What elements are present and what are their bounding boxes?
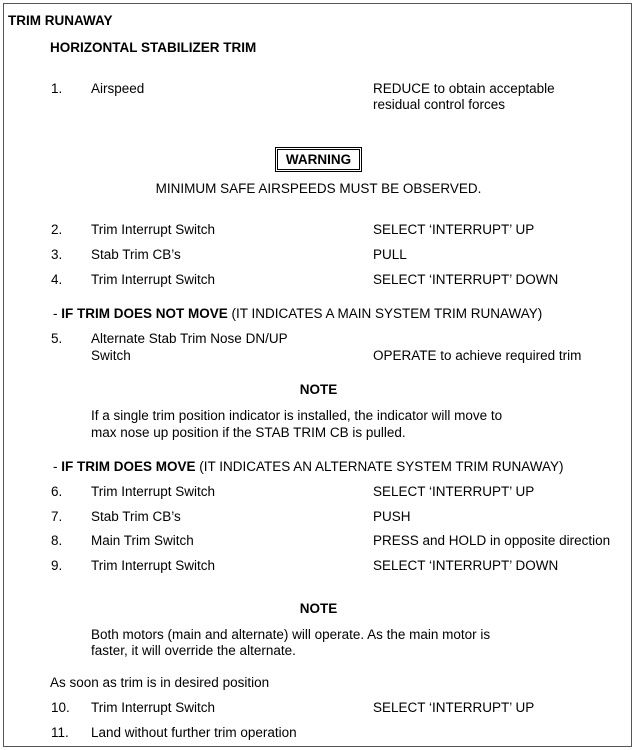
note-text: Both motors (main and alternate) will operate. As the main motor is [91,627,491,642]
step-action: OPERATE to achieve required trim [373,348,582,363]
procedure-page [3,3,632,747]
desired-position-text: As soon as trim is in desired position [50,675,270,690]
condition-heading [53,458,564,475]
step-action: PRESS and HOLD in opposite direction [373,533,611,548]
step-number: 2. [51,222,63,237]
step-item: Main Trim Switch [91,533,194,548]
step-item-cont: Switch [91,348,131,363]
condition-dash: - [53,459,62,474]
step-item: Trim Interrupt Switch [91,272,216,287]
step-number: 7. [51,509,63,524]
step-item: Trim Interrupt Switch [91,484,216,499]
warning-text: MINIMUM SAFE AIRSPEEDS MUST BE OBSERVED. [155,181,482,196]
condition-heading [53,305,542,322]
step-action: PUSH [373,509,411,524]
step-item: Stab Trim CB’s [91,509,181,524]
step-number: 6. [51,484,63,499]
page-title: TRIM RUNAWAY [8,13,113,28]
note-text-cont: max nose up position if the STAB TRIM CB is pulled. [91,425,406,440]
step-item: Trim Interrupt Switch [91,700,216,715]
step-action: SELECT ‘INTERRUPT’ UP [373,484,535,499]
step-number: 11. [51,725,69,740]
step-item: Stab Trim CB’s [91,247,181,262]
note-label: NOTE [299,601,338,616]
section-subtitle: HORIZONTAL STABILIZER TRIM [50,40,257,55]
step-number: 4. [51,272,63,287]
step-number: 8. [51,533,63,548]
step-number: 1. [51,81,63,96]
condition-bold: IF TRIM DOES NOT MOVE [61,306,228,321]
step-item: Trim Interrupt Switch [91,558,216,573]
step-action: SELECT ‘INTERRUPT’ DOWN [373,558,559,573]
warning-block [4,147,633,172]
condition-rest: (IT INDICATES A MAIN SYSTEM TRIM RUNAWAY) [227,306,543,321]
step-item: Airspeed [91,81,145,96]
note-label: NOTE [299,382,338,397]
step-item: Trim Interrupt Switch [91,222,216,237]
step-item: Alternate Stab Trim Nose DN/UP [91,331,288,346]
step-action: PULL [373,247,407,262]
step-action: SELECT ‘INTERRUPT’ DOWN [373,272,559,287]
note-text: If a single trim position indicator is installed, the indicator will move to [91,408,503,423]
step-action-cont: residual control forces [373,97,506,112]
step-action: SELECT ‘INTERRUPT’ UP [373,700,535,715]
step-number: 10. [51,700,70,715]
note-text-cont: faster, it will override the alternate. [91,643,296,658]
condition-bold: IF TRIM DOES MOVE [61,459,196,474]
step-number: 5. [51,331,63,346]
step-number: 3. [51,247,63,262]
warning-label: WARNING [275,147,362,172]
condition-dash: - [53,306,62,321]
step-number: 9. [51,558,63,573]
step-item: Land without further trim operation [91,725,297,740]
step-action: REDUCE to obtain acceptable [373,81,555,96]
condition-rest: (IT INDICATES AN ALTERNATE SYSTEM TRIM RUNAWAY) [195,459,564,474]
step-action: SELECT ‘INTERRUPT’ UP [373,222,535,237]
